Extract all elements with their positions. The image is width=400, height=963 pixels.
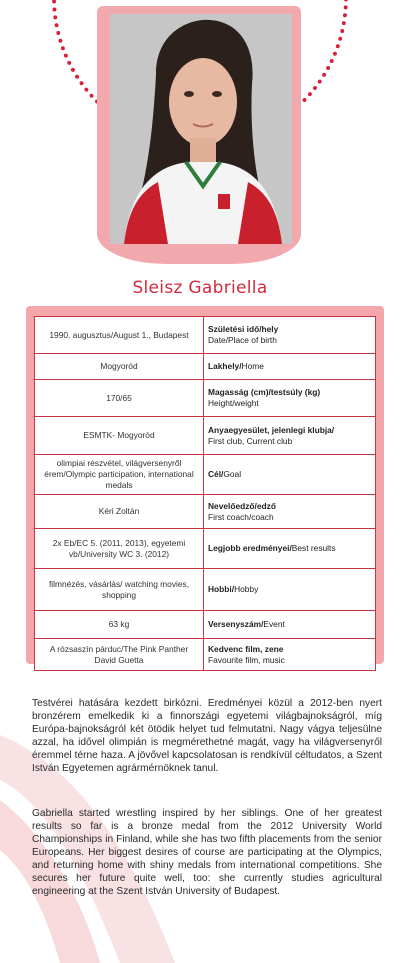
table-key: Magasság (cm)/testsúly (kg) Height/weight: [204, 380, 376, 417]
paragraph-english: Gabriella started wrestling inspired by her siblings. One of her greatest results so far is a bronze medal from the 2012 University World Championships in Finland, while she has two fifth placements from the senior Europeans. Her biggest desires of course are participating at the Olympics, and returning home with shiny medals from international competitions. She secures her future quite well, too: she currently studies agricultural engineering at the Szent István University of Budapest.: [32, 808, 382, 897]
table-key: Kedvenc film, zene Favourite film, music: [204, 639, 376, 671]
table-value: Kéri Zoltán: [35, 495, 204, 529]
table-row: [35, 417, 376, 455]
table-value: 2x Eb/EC 5. (2011, 2013), egyetemi vb/University WC 3. (2012): [35, 529, 204, 569]
table-row: [35, 639, 376, 671]
table-row: [35, 529, 376, 569]
athlete-photo: [110, 14, 292, 244]
table-value: 170/65: [35, 380, 204, 417]
table-key: Cél/Goal: [204, 455, 376, 495]
table-row: [35, 455, 376, 495]
table-row: [35, 317, 376, 354]
table-key: Versenyszám/Event: [204, 611, 376, 639]
profile-table: [34, 316, 376, 671]
table-key: Nevelőedző/edző First coach/coach: [204, 495, 376, 529]
table-row: [35, 495, 376, 529]
table-row: [35, 354, 376, 380]
table-value: ESMTK- Mogyoród: [35, 417, 204, 455]
athlete-name: Sleisz Gabriella: [132, 278, 268, 298]
table-key: Anyaegyesület, jelenlegi klubja/ First club, Current club: [204, 417, 376, 455]
table-value: 63 kg: [35, 611, 204, 639]
table-value: olimpiai részvétel, világversenyről érem/Olympic participation, international medals: [35, 455, 204, 495]
table-key: Legjobb eredményei/Best results: [204, 529, 376, 569]
paragraph-hungarian: Testvérei hatására kezdett birkózni. Eredményei közül a 2012-ben nyert bronzérem emelkedik ki a finnországi egyetemi világbajnokságról, míg Európa-bajnokságról két ötödik helyet tud felmutatni. Nagy vágya teljesülne azzal, ha idővel olimpián is megmérethetné magát, vagy ha világversenyről éremmel térne haza. A jövővel kapcsolatosan is rendkívül céltudatos, a Szent István Egyetemen agrármérnöknek tanul.: [32, 698, 382, 774]
table-value: 1990. augusztus/August 1., Budapest: [35, 317, 204, 354]
table-row: [35, 611, 376, 639]
table-key: Lakhely/Home: [204, 354, 376, 380]
table-key: Hobbi/Hobby: [204, 569, 376, 611]
table-value: A rózsaszín párduc/The Pink Panther David Guetta: [35, 639, 204, 671]
table-value: Mogyoród: [35, 354, 204, 380]
table-row: [35, 380, 376, 417]
table-value: filmnézés, vásárlás/ watching movies, shopping: [35, 569, 204, 611]
table-row: [35, 569, 376, 611]
table-key: Születési idő/hely Date/Place of birth: [204, 317, 376, 354]
